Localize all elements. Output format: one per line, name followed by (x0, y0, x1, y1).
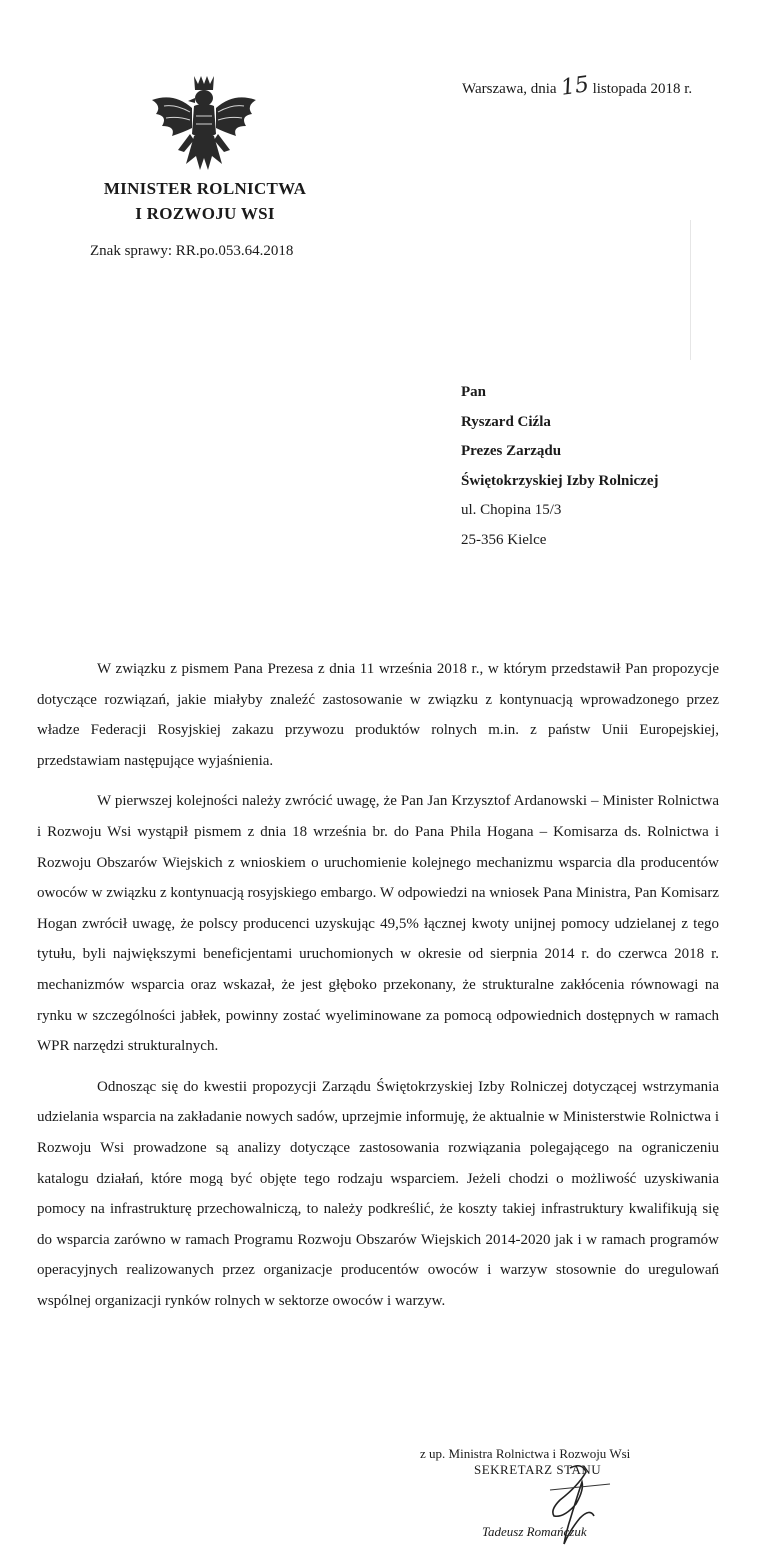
recipient-organization: Świętokrzyskiej Izby Rolniczej (461, 472, 659, 489)
ministry-line-2: I ROZWOJU WSI (135, 204, 275, 223)
recipient-city: 25-356 Kielce (461, 531, 547, 548)
body-paragraph: W związku z pismem Pana Prezesa z dnia 11 września 2018 r., w którym przedstawił Pan propozycje dotyczące rozwiązań, jakie miałyby znaleźć zastosowanie w związku z kontynuacją wprowadzonego przez władze Federacji Rosyjskiej zakazu przywozu produktów rolnych m.in. z państw Unii Europejskiej, przedstawiam następujące wyjaśnienia. (37, 661, 719, 769)
body-paragraph: W pierwszej kolejności należy zwrócić uwagę, że Pan Jan Krzysztof Ardanowski – Minister Rolnictwa i Rozwoju Wsi wystąpił pismem z dnia 18 września br. do Pana Phila Hogana – Komisarza ds. Rolnictwa i Rozwoju Obszarów Wiejskich z wnioskiem o uruchomienie kolejnego mechanizmu wsparcia dla producentów owoców w związku z kontynuacją rosyjskiego embargo. W odpowiedzi na wniosek Pana Ministra, Pan Komisarz Hogan zwrócił uwagę, że polscy producenci uzyskując 49,5% łącznej kwoty unijnej pomocy udzielanej z tego tytułu, byli największymi beneficjentami uruchomionych w okresie od sierpnia 2014 r. do czerwca 2018 r. mechanizmów wsparcia oraz wskazał, że jest głęboko przekonany, że strukturalne zakłócenia równowagi na rynku w szczególności jabłek, powinny zostać wyeliminowane za pomocą odpowiednich dostępnych w ramach WPR narzędzi strukturalnych. (37, 793, 719, 1055)
date-day-handwritten: 15 (558, 72, 591, 101)
signature-authority-line: z up. Ministra Rolnictwa i Rozwoju Wsi (420, 1446, 631, 1461)
polish-eagle-emblem-icon (144, 72, 264, 182)
scan-artifact-line (690, 220, 691, 360)
date-suffix: listopada 2018 r. (592, 81, 693, 97)
recipient-address (461, 378, 658, 555)
date-prefix: Warszawa, dnia (462, 81, 557, 97)
recipient-name: Ryszard Ciźla (461, 413, 551, 430)
signature-title: SEKRETARZ STANU (474, 1462, 602, 1477)
ministry-name (40, 176, 370, 226)
recipient-street: ul. Chopina 15/3 (461, 502, 562, 518)
body-paragraph: Odnosząc się do kwestii propozycji Zarządu Świętokrzyskiej Izby Rolniczej dotyczącej wstrzymania udzielania wsparcia na zakładanie nowych sadów, uprzejmie informuję, że aktualnie w Ministerstwie Rolnictwa i Rozwoju Wsi prowadzone są analizy dotyczące zastosowania rozwiązania polegającego na ograniczeniu katalogu działań, które mogą być objęte tego rodzaju wsparciem. Jeżeli chodzi o możliwość uzyskiwania pomocy na infrastrukturę przechowalniczą, to należy podkreślić, że koszty takiej infrastruktury kwalifikują się do wsparcia zarówno w ramach Programu Rozwoju Obszarów Wiejskich 2014-2020 jak i w ramach programów operacyjnych realizowanych przez organizacje producentów owoców i warzyw stosownie do uregulowań wspólnej organizacji rynków rolnych w sektorze owoców i warzyw. (37, 1078, 719, 1309)
recipient-salutation: Pan (461, 384, 487, 400)
ministry-line-1: MINISTER ROLNICTWA (103, 179, 307, 198)
recipient-position: Prezes Zarządu (461, 443, 562, 459)
case-reference: Znak sprawy: RR.po.053.64.2018 (90, 243, 294, 259)
signatory-name: Tadeusz Romańczuk (482, 1524, 587, 1539)
letter-body (37, 654, 719, 1326)
letter-date (462, 74, 692, 99)
